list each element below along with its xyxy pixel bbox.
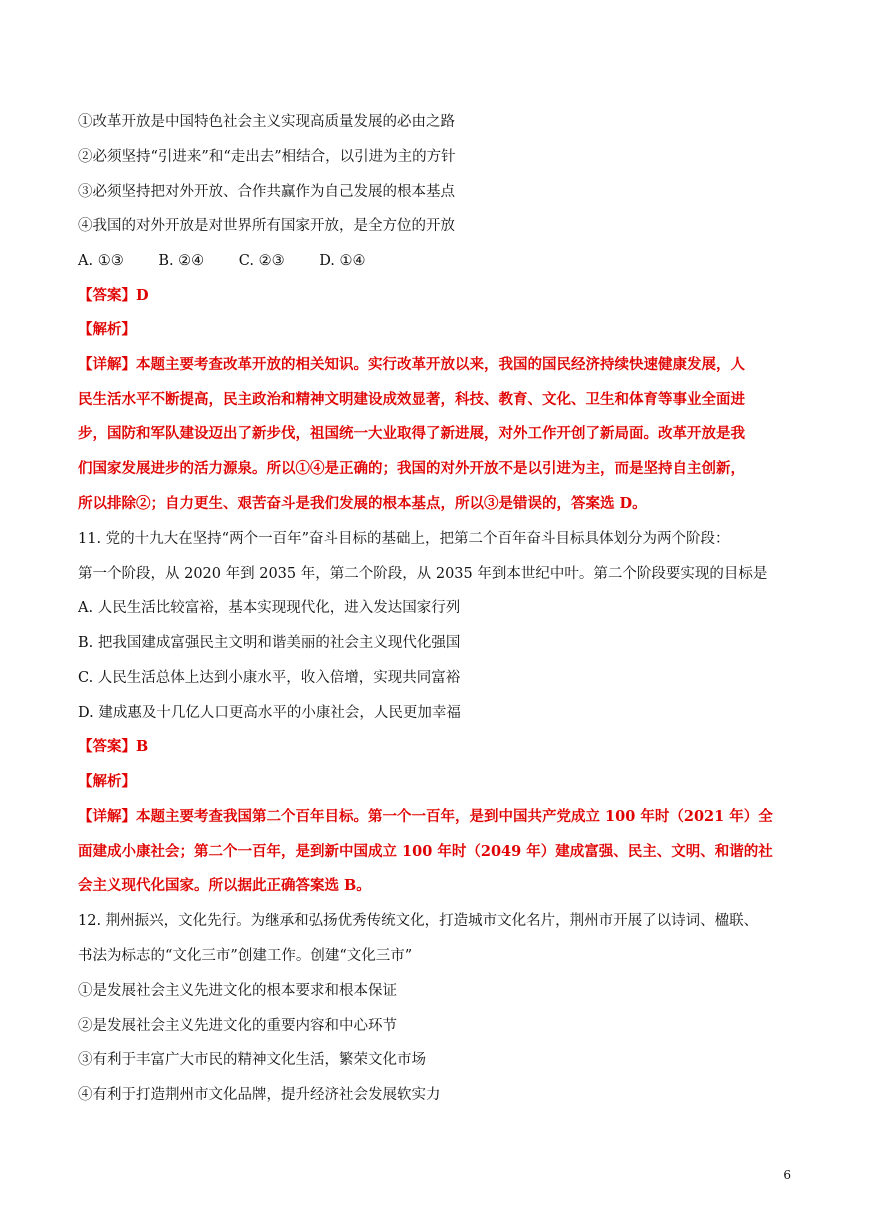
page-number: 6 xyxy=(783,1168,791,1182)
q10-explanation-line-1: 【详解】本题主要考查改革开放的相关知识。实行改革开放以来，我国的国民经济持续快速健康发展，人 xyxy=(78,356,745,373)
q10-option-d: D. ①④ xyxy=(319,253,366,269)
q12-item-2: ②是发展社会主义先进文化的重要内容和中心环节 xyxy=(78,1018,397,1034)
q11-stem-line-1: 11. 党的十九大在坚持“两个一百年”奋斗目标的基础上，把第二个百年奋斗目标具体划分为两个阶段： xyxy=(78,531,730,547)
q10-item-3: ③必须坚持把对外开放、合作共赢作为自己发展的根本基点 xyxy=(78,184,455,200)
q12-item-3: ③有利于丰富广大市民的精神文化生活，繁荣文化市场 xyxy=(78,1052,426,1068)
q11-option-c: C. 人民生活总体上达到小康水平，收入倍增，实现共同富裕 xyxy=(78,670,461,686)
q10-item-4: ④我国的对外开放是对世界所有国家开放，是全方位的开放 xyxy=(78,218,455,234)
q10-option-c: C. ②③ xyxy=(238,253,285,269)
q12-item-4: ④有利于打造荆州市文化品牌，提升经济社会发展软实力 xyxy=(78,1087,441,1103)
q11-answer: 【答案】B xyxy=(78,738,149,755)
q11-explanation-line-1: 【详解】本题主要考查我国第二个百年目标。第一个一百年，是到中国共产党成立 100 年时（2021 年）全 xyxy=(78,808,773,825)
q12-stem-line-2: 书法为标志的“文化三市”创建工作。创建“文化三市” xyxy=(78,948,413,964)
q11-explanation-line-3: 会主义现代化国家。所以据此正确答案选 B。 xyxy=(78,877,371,894)
q10-options xyxy=(78,251,396,271)
q11-option-a: A. 人民生活比较富裕，基本实现现代化，进入发达国家行列 xyxy=(78,600,461,616)
q11-analysis-label: 【解析】 xyxy=(78,773,136,790)
q10-option-a: A. ①③ xyxy=(78,253,124,269)
q10-analysis-label: 【解析】 xyxy=(78,321,136,338)
q12-item-1: ①是发展社会主义先进文化的根本要求和根本保证 xyxy=(78,983,397,999)
q10-item-2: ②必须坚持“引进来”和“走出去”相结合，以引进为主的方针 xyxy=(78,149,456,165)
q10-explanation-line-5: 所以排除②；自力更生、艰苦奋斗是我们发展的根本基点，所以③是错误的，答案选 D。 xyxy=(78,495,647,512)
q10-option-b: B. ②④ xyxy=(158,253,205,269)
q10-item-1: ①改革开放是中国特色社会主义实现高质量发展的必由之路 xyxy=(78,114,455,130)
q10-explanation-line-2: 民生活水平不断提高，民主政治和精神文明建设成效显著，科技、教育、文化、卫生和体育等事业全面进 xyxy=(78,391,745,408)
q11-stem-line-2: 第一个阶段，从 2020 年到 2035 年，第二个阶段，从 2035 年到本世纪中叶。第二个阶段要实现的目标是 xyxy=(78,566,768,582)
q11-option-b: B. 把我国建成富强民主文明和谐美丽的社会主义现代化强国 xyxy=(78,635,461,651)
q11-explanation-line-2: 面建成小康社会；第二个一百年，是到新中国成立 100 年时（2049 年）建成富强、民主、文明、和谐的社 xyxy=(78,843,773,860)
q10-explanation-line-3: 步，国防和军队建设迈出了新步伐，祖国统一大业取得了新进展，对外工作开创了新局面。改革开放是我 xyxy=(78,425,745,442)
q10-answer: 【答案】D xyxy=(78,287,149,304)
q10-explanation-line-4: 们国家发展进步的活力源泉。所以①④是正确的；我国的对外开放不是以引进为主，而是坚持自主创新， xyxy=(78,460,745,477)
q12-stem-line-1: 12. 荆州振兴，文化先行。为继承和弘扬优秀传统文化，打造城市文化名片，荆州市开展了以诗词、楹联、 xyxy=(78,913,759,929)
q11-option-d: D. 建成惠及十几亿人口更高水平的小康社会，人民更加幸福 xyxy=(78,705,461,721)
